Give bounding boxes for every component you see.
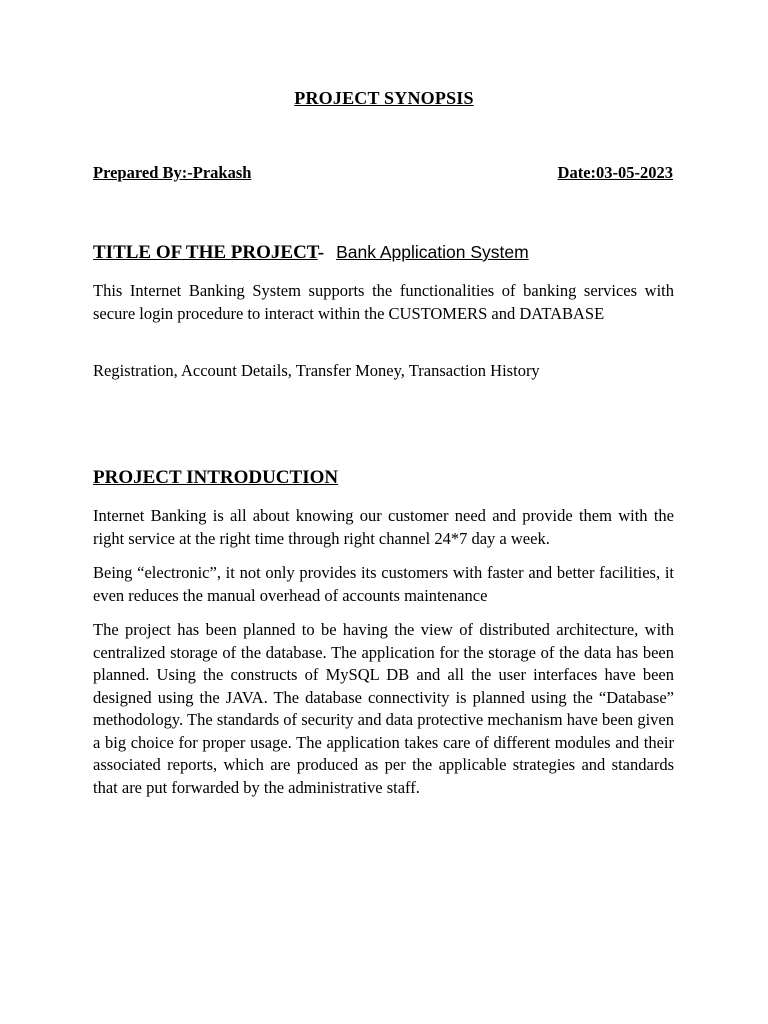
introduction-paragraph: Internet Banking is all about knowing our customer need and provide them with the right service at the right time through right channel 24*7 day a week.	[93, 506, 674, 548]
document-date: Date:03-05-2023	[557, 163, 673, 182]
document-title: PROJECT SYNOPSIS	[294, 88, 474, 108]
project-title-label: TITLE OF THE PROJECT	[93, 242, 318, 263]
introduction-heading: PROJECT INTRODUCTION	[93, 467, 339, 488]
project-title-value: Bank Application System	[336, 242, 529, 262]
project-title-dash: -	[317, 242, 325, 263]
project-modules: Registration, Account Details, Transfer Money, Transaction History	[93, 361, 540, 380]
project-title-line	[93, 242, 529, 264]
project-description: This Internet Banking System supports the functionalities of banking services with secure login procedure to interact within the CUSTOMERS and DATABASE	[93, 281, 674, 323]
introduction-paragraph: The project has been planned to be having the view of distributed architecture, with centralized storage of the database. The application for the storage of the data has been planned. Using the constructs of MySQL DB and all the user interfaces have been designed using the JAVA. The database connectivity is planned using the “Database” methodology. The standards of security and data protective mechanism have been given a big choice for proper usage. The application takes care of different modules and their associated reports, which are produced as per the applicable strategies and standards that are put forwarded by the administrative staff.	[93, 620, 674, 797]
prepared-by: Prepared By:-Prakash	[93, 163, 252, 182]
introduction-paragraph: Being “electronic”, it not only provides its customers with faster and better facilities, it even reduces the manual overhead of accounts maintenance	[93, 563, 674, 605]
